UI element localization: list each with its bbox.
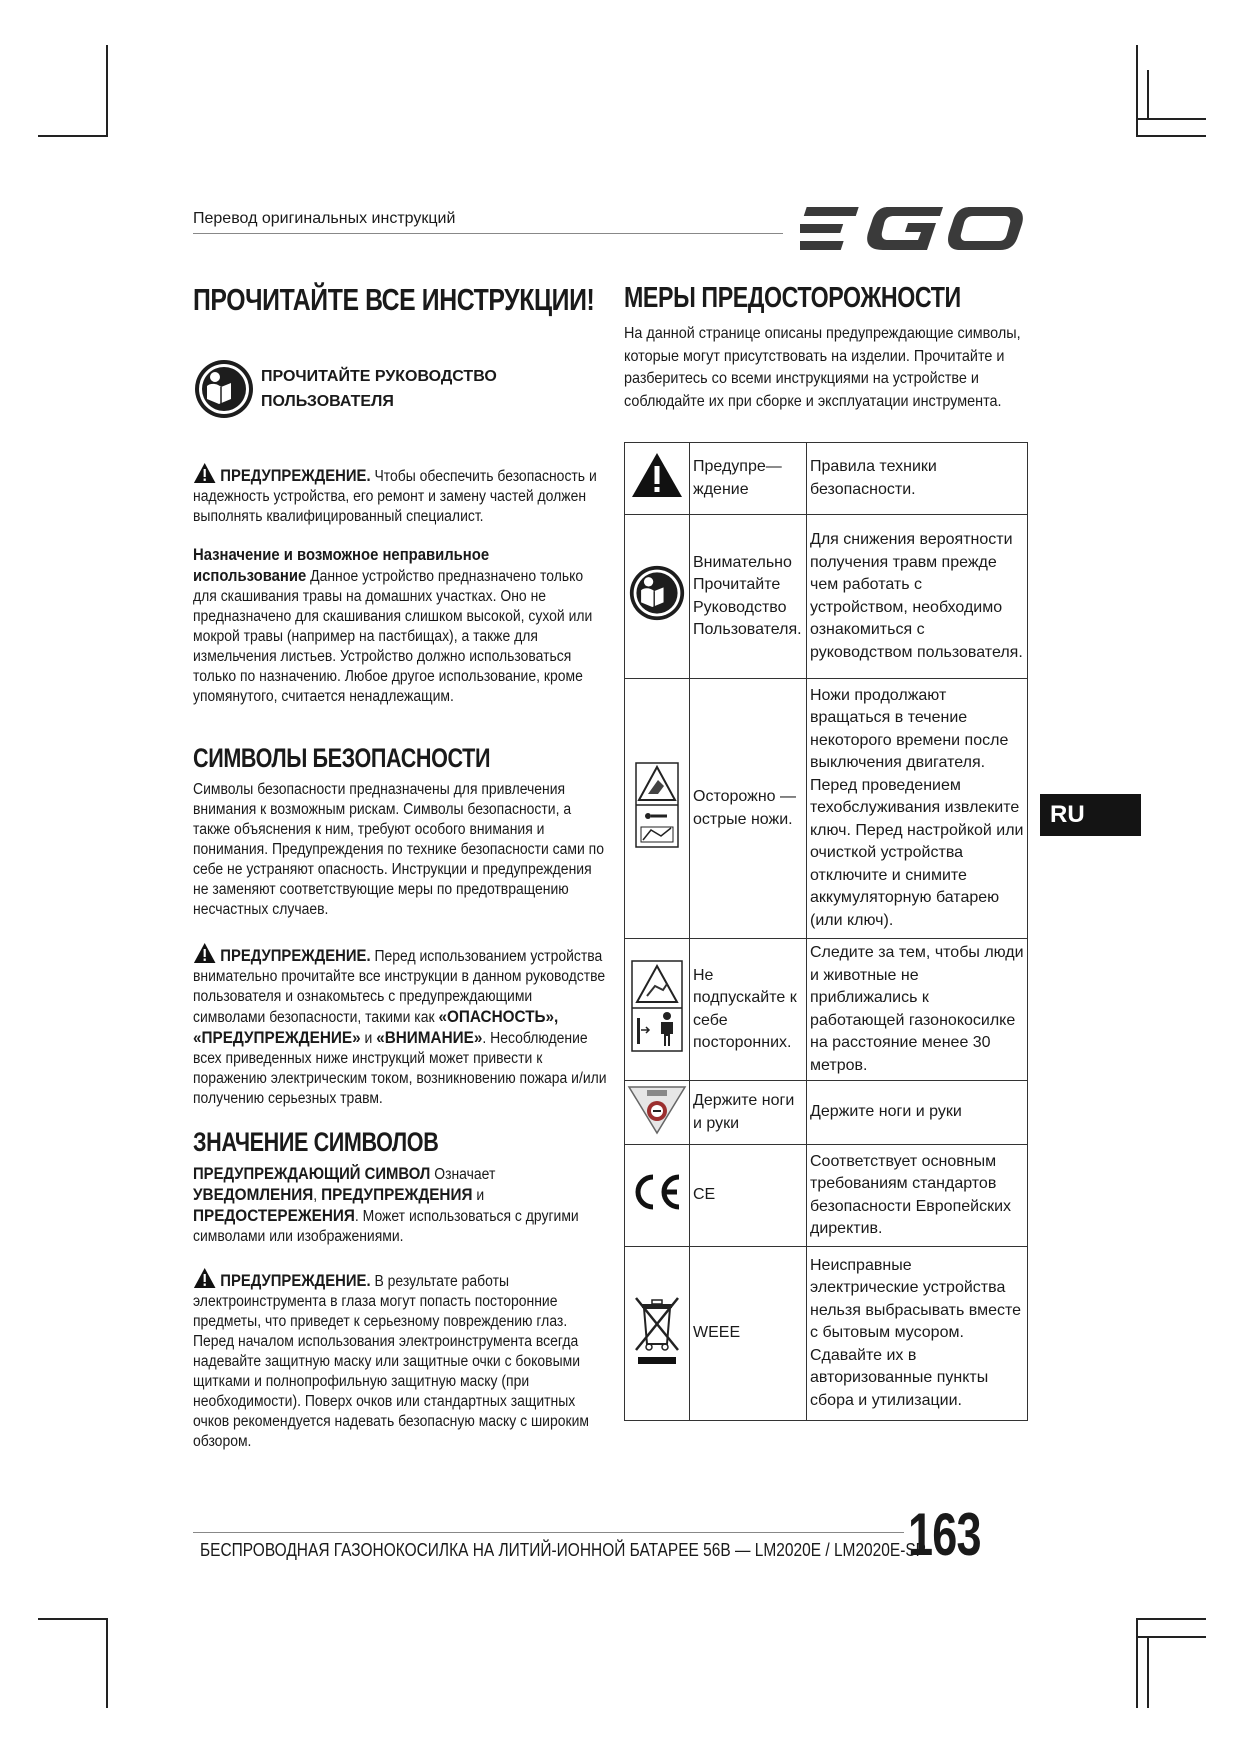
keep-hands-feet-away-icon xyxy=(627,1083,687,1135)
crop-mark xyxy=(38,135,108,137)
intended-use-paragraph xyxy=(193,545,607,707)
running-head: Перевод оригинальных инструкций xyxy=(193,210,456,227)
symbol-desc: Держите ноги и руки xyxy=(807,1081,1028,1145)
warning-paragraph-3 xyxy=(193,1267,607,1452)
crop-mark xyxy=(38,1618,108,1620)
ce-mark-icon xyxy=(631,1172,683,1212)
sharp-blades-icon xyxy=(635,762,679,848)
safety-symbols-title: СИМВОЛЫ БЕЗОПАСНОСТИ xyxy=(193,743,491,773)
warnings-caps: ПРЕДУПРЕЖДЕНИЯ xyxy=(321,1185,473,1204)
intended-use-title-2: использование xyxy=(193,567,307,585)
main-title: ПРОЧИТАЙТЕ ВСЕ ИНСТРУКЦИИ! xyxy=(193,282,595,317)
page-number: 163 xyxy=(908,1501,981,1568)
symbol-name: Осторожно — острые ножи. xyxy=(690,679,807,939)
warning-text-b: . Несоблюдение всех приведенных ниже инструкций может привести к поражению электрическим током, возникновению пожара и/или получению серьезных травм. xyxy=(193,1030,607,1107)
crop-mark xyxy=(106,45,108,135)
caution-caps: «ВНИМАНИЕ» xyxy=(376,1028,483,1047)
warning-paragraph-1 xyxy=(193,462,607,527)
warning-triangle-icon xyxy=(193,462,216,484)
precautions-intro: На данной странице описаны предупреждающие символы, которые могут присутствовать на изделии. Прочитайте и разберитесь со всеми инструкциями на устройстве и соблюдайте их при сборке и эксплуатации инструмента. xyxy=(624,325,1021,410)
footer-rule xyxy=(193,1532,904,1533)
safety-symbols-text: Символы безопасности предназначены для привлечения внимания к возможным рискам. Символы безопасности, а также объяснения к ним, требуют особого внимания и понимания. Предупреждения по технике безопасности сами по себе не устраняют опасность. Инструкции и предупреждения не заменяют соответствующие меры по предотвращению несчастных случаев. xyxy=(193,781,604,918)
symbol-desc: Соответствует основным требованиям стандартов безопасности Европейских директив. xyxy=(807,1145,1028,1247)
symbol-desc: Правила техники безопасности. xyxy=(807,443,1028,515)
notices-caps: УВЕДОМЛЕНИЯ xyxy=(193,1185,314,1204)
crop-mark xyxy=(1136,45,1138,135)
alert-symbol-text-b: . Может использоваться с другими символами или изображениями. xyxy=(193,1208,579,1245)
table-row xyxy=(625,515,1028,679)
and-word: и xyxy=(476,1187,485,1204)
symbol-name: Внимательно Прочитайте Руководство Пользователя. xyxy=(690,515,807,679)
manual-notice-line2: ПОЛЬЗОВАТЕЛЯ xyxy=(261,393,394,410)
danger-warning-caps: «ОПАСНОСТЬ», «ПРЕДУПРЕЖДЕНИЕ» xyxy=(193,1007,559,1047)
warning-text-a: Перед использованием устройства внимательно прочитайте все инструкции в данном руководстве пользователя и ознакомьтесь с предупреждающими символами безопасности, такими как xyxy=(193,948,606,1026)
crop-mark xyxy=(1136,1618,1138,1708)
symbol-desc: Неисправные электрические устройства нельзя выбрасывать вместе с бытовым мусором. Сдавайте их в авторизованные пункты сбора и утилизации. xyxy=(807,1247,1028,1421)
table-row xyxy=(625,1081,1028,1145)
crop-mark xyxy=(106,1618,108,1708)
keep-bystanders-away-icon xyxy=(631,960,683,1052)
crop-mark xyxy=(1136,1618,1206,1620)
manual-notice-line1: ПРОЧИТАЙТЕ РУКОВОДСТВО xyxy=(261,368,497,385)
crop-mark xyxy=(1147,1636,1149,1708)
warning-text: Чтобы обеспечить безопасность и надежность устройства, его ремонт и замену частей должен выполнять квалифицированный специалист. xyxy=(193,468,597,525)
read-manual-notice xyxy=(193,358,608,420)
warning-triangle-icon xyxy=(193,942,216,964)
warning-triangle-icon xyxy=(630,451,684,499)
intended-use-text: Данное устройство предназначено только для скашивания травы на домашних участках. Оно не предназначено для скашивания слишком высокой, сухой или мокрой травы (например на пастбищах), а также для измельчения листьев. Устройство должно использоваться только по назначению. Любое другое использование, кроме упомянутого, считается ненадлежащим. xyxy=(193,568,593,705)
table-row xyxy=(625,443,1028,515)
symbol-name: Не подпускайте к себе посторонних. xyxy=(690,939,807,1081)
table-row xyxy=(625,1145,1028,1247)
table-row xyxy=(625,939,1028,1081)
weee-bin-icon xyxy=(632,1294,682,1366)
symbol-name: WEEE xyxy=(690,1247,807,1421)
symbol-desc: Для снижения вероятности получения травм прежде чем работать с устройством, необходимо ознакомиться с руководством пользователя. xyxy=(807,515,1028,679)
warning-label: ПРЕДУПРЕЖДЕНИЕ. xyxy=(220,467,371,485)
header-rule xyxy=(193,233,783,234)
crop-mark xyxy=(1147,70,1149,118)
warning-label: ПРЕДУПРЕЖДЕНИЕ. xyxy=(220,1272,371,1290)
comma: , xyxy=(313,1187,318,1204)
read-manual-icon xyxy=(628,564,686,622)
table-row xyxy=(625,1247,1028,1421)
read-manual-icon xyxy=(193,358,255,420)
alert-symbol-paragraph xyxy=(193,1164,607,1247)
warning-label: ПРЕДУПРЕЖДЕНИЕ. xyxy=(220,947,371,965)
crop-mark xyxy=(1136,118,1206,120)
alert-symbol-label: ПРЕДУПРЕЖДАЮЩИЙ СИМВОЛ xyxy=(193,1165,431,1183)
symbol-name: CE xyxy=(690,1145,807,1247)
language-tab: RU xyxy=(1040,794,1141,836)
symbols-table xyxy=(624,442,1028,1421)
precautions-title: МЕРЫ ПРЕДОСТОРОЖНОСТИ xyxy=(624,282,961,314)
symbol-name: Держите ноги и руки xyxy=(690,1081,807,1145)
table-row xyxy=(625,679,1028,939)
left-column xyxy=(193,282,608,1452)
symbols-meaning-title: ЗНАЧЕНИЕ СИМВОЛОВ xyxy=(193,1127,439,1157)
symbol-desc: Следите за тем, чтобы люди и животные не приближались к работающей газонокосилке на расстояние менее 30 метров. xyxy=(807,939,1028,1081)
cautions-caps: ПРЕДОСТЕРЕЖЕНИЯ xyxy=(193,1206,355,1225)
right-column xyxy=(624,282,1029,413)
symbol-desc: Ножи продолжают вращаться в течение некоторого времени после выключения двигателя. Перед проведением техобслуживания извлеките ключ. Перед настройкой или очисткой устройства отключите и снимите аккумуляторную батарею (или ключ). xyxy=(807,679,1028,939)
ego-logo xyxy=(800,203,1025,260)
and-word: и xyxy=(364,1030,373,1047)
warning-paragraph-2 xyxy=(193,942,607,1109)
warning-triangle-icon xyxy=(193,1267,216,1289)
crop-mark xyxy=(1136,135,1206,137)
crop-mark xyxy=(1136,1636,1206,1638)
intended-use-title: Назначение и возможное неправильное xyxy=(193,546,490,564)
warning-text: В результате работы электроинструмента в глаза могут попасть посторонние предметы, что приведет к серьезному повреждению глаз. Перед началом использования электроинструмента всегда надевайте защитную маску или защитные очки с боковыми щитками и полнопрофильную защитную маску (при необходимости). Поверх очков или стандартных защитных очков рекомендуется надевать безопасную маску с широким обзором. xyxy=(193,1273,589,1450)
footer-product-title: БЕСПРОВОДНАЯ ГАЗОНОКОСИЛКА НА ЛИТИЙ-ИОННОЙ БАТАРЕЕ 56В — LM2020E / LM2020E-SP xyxy=(200,1540,927,1560)
alert-symbol-text-a: Означает xyxy=(434,1166,496,1183)
symbol-name: Предупре—ждение xyxy=(690,443,807,515)
